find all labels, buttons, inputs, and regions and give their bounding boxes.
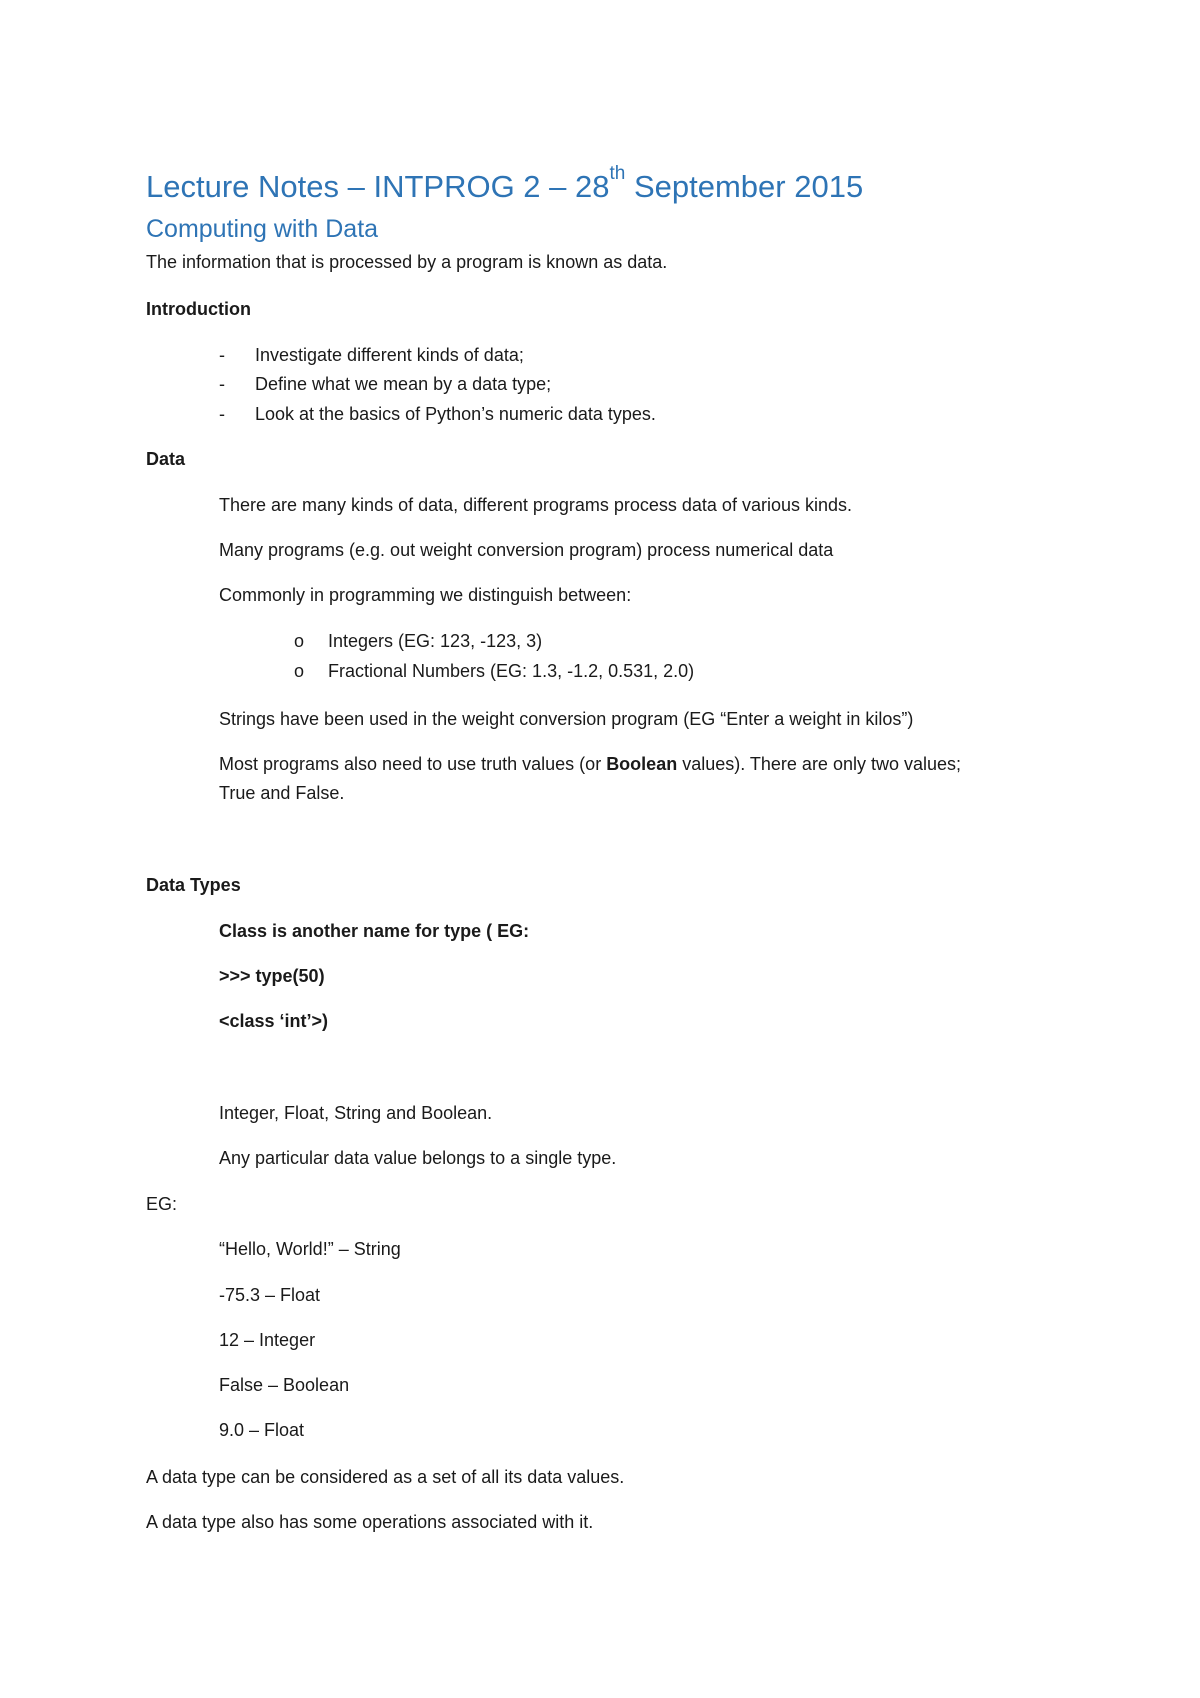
code-line: <class ‘int’>) xyxy=(219,1011,329,1031)
introduction-item: Look at the basics of Python’s numeric data types. xyxy=(255,404,656,424)
number-kind-item: Fractional Numbers (EG: 1.3, -1.2, 0.531, 2.0) xyxy=(328,661,695,681)
introduction-heading: Introduction xyxy=(146,299,251,319)
data-paragraph: Commonly in programming we distinguish between: xyxy=(219,585,632,605)
closing-paragraph: A data type can be considered as a set of all its data values. xyxy=(146,1467,625,1487)
sub-bullet-marker: o xyxy=(294,661,305,681)
number-kind-item: Integers (EG: 123, -123, 3) xyxy=(328,631,543,651)
sub-bullet-marker: o xyxy=(294,631,305,651)
boolean-paragraph-line2: True and False. xyxy=(219,783,345,803)
page-subtitle: Computing with Data xyxy=(146,215,379,243)
example-item: -75.3 – Float xyxy=(219,1285,321,1305)
data-types-paragraph: Any particular data value belongs to a single type. xyxy=(219,1148,617,1168)
bullet-marker: - xyxy=(219,404,225,424)
example-label: EG: xyxy=(146,1194,178,1214)
data-paragraph: Many programs (e.g. out weight conversion program) process numerical data xyxy=(219,540,834,560)
boolean-paragraph: Most programs also need to use truth values (or Boolean values). There are only two values; xyxy=(219,754,962,774)
code-line: >>> type(50) xyxy=(219,966,325,986)
example-item: 12 – Integer xyxy=(219,1330,316,1350)
data-types-paragraph: Integer, Float, String and Boolean. xyxy=(219,1103,493,1123)
page-title: Lecture Notes – INTPROG 2 – 28th September 2015 xyxy=(146,163,864,204)
code-line: Class is another name for type ( EG: xyxy=(219,921,530,941)
data-heading: Data xyxy=(146,449,186,469)
bullet-marker: - xyxy=(219,374,225,394)
bullet-marker: - xyxy=(219,345,225,365)
data-types-heading: Data Types xyxy=(146,875,241,895)
intro-sentence: The information that is processed by a program is known as data. xyxy=(146,252,668,272)
example-item: “Hello, World!” – String xyxy=(219,1239,401,1259)
example-item: False – Boolean xyxy=(219,1375,350,1395)
example-item: 9.0 – Float xyxy=(219,1420,305,1440)
introduction-item: Define what we mean by a data type; xyxy=(255,374,552,394)
introduction-item: Investigate different kinds of data; xyxy=(255,345,524,365)
closing-paragraph: A data type also has some operations associated with it. xyxy=(146,1512,594,1532)
data-paragraph: There are many kinds of data, different programs process data of various kinds. xyxy=(219,495,852,515)
data-paragraph: Strings have been used in the weight conversion program (EG “Enter a weight in kilos”) xyxy=(219,709,914,729)
